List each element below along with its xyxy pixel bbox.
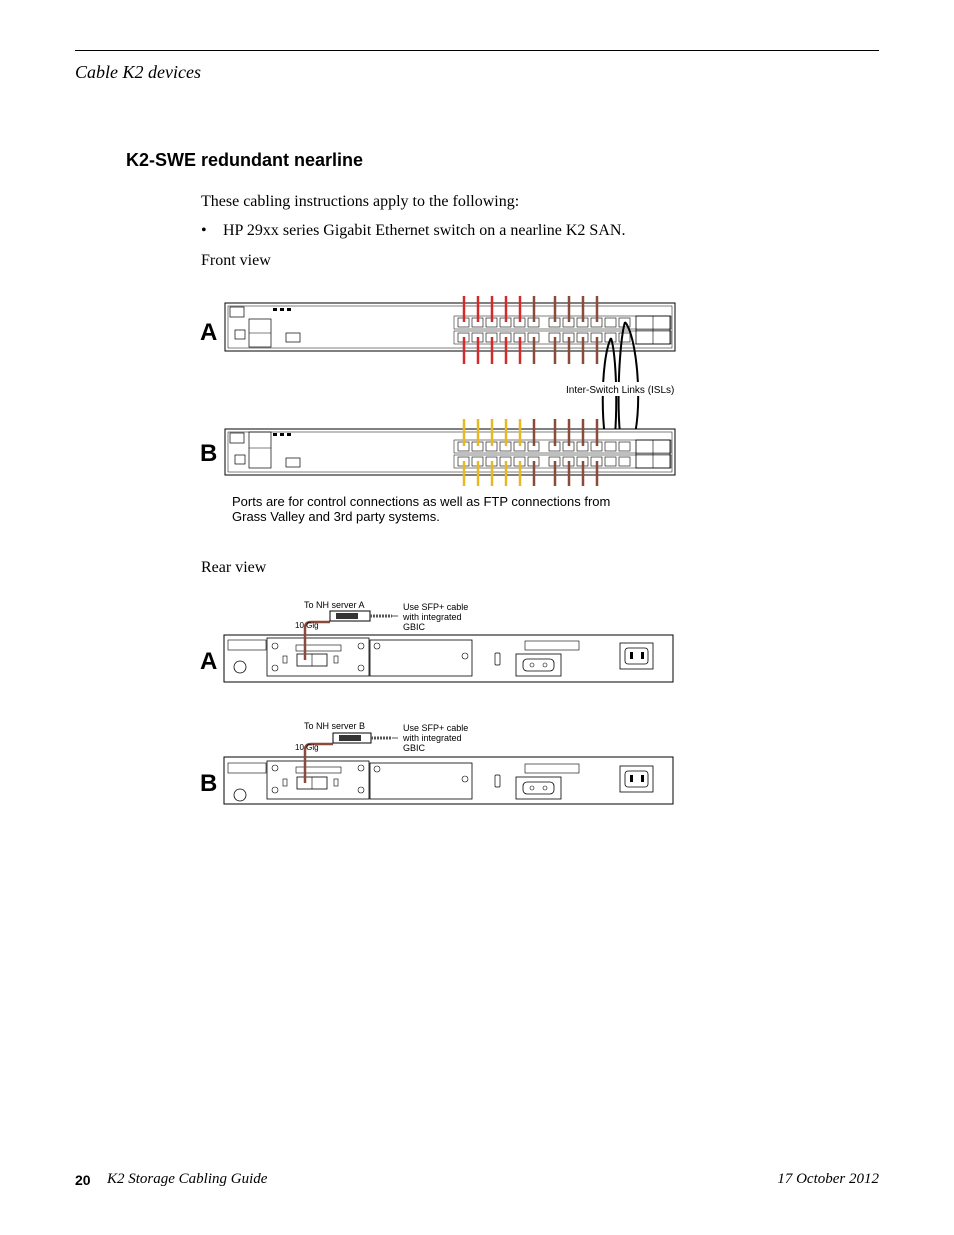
- footer-doc-title: K2 Storage Cabling Guide: [107, 1171, 268, 1187]
- rear-unit-b-port-label: 10 Gig: [295, 743, 319, 752]
- front-view-caption: Front view: [201, 252, 271, 269]
- rear-view-caption: Rear view: [201, 559, 267, 576]
- running-head: Cable K2 devices: [75, 62, 201, 82]
- ports-note-line2: Grass Valley and 3rd party systems.: [232, 509, 440, 524]
- bullet-item: • HP 29xx series Gigabit Ethernet switch on a nearline K2 SAN.: [201, 222, 626, 239]
- switch-b-front: [225, 429, 675, 475]
- switch-b-label: B: [200, 440, 218, 467]
- section-title: K2-SWE redundant nearline: [126, 150, 364, 170]
- rear-unit-b-server-label: To NH server B: [304, 721, 366, 731]
- rear-unit-a-port-label: 10 Gig: [295, 621, 319, 630]
- intro-text: These cabling instructions apply to the following:: [201, 193, 520, 210]
- rear-unit-a-note-2: with integrated: [403, 612, 462, 622]
- ports-note-line1: Ports are for control connections as well as FTP connections from: [232, 494, 611, 509]
- rear-unit-b-note-2: with integrated: [403, 733, 462, 743]
- footer-page-number: 20: [75, 1172, 91, 1188]
- isl-label: Inter-Switch Links (ISLs): [566, 385, 675, 396]
- switch-a-label: A: [200, 319, 218, 346]
- rear-unit-b-label: B: [200, 770, 218, 797]
- rear-unit-a-server-label: To NH server A: [304, 600, 365, 610]
- rear-unit-b-note-3: GBIC: [403, 743, 426, 753]
- rear-unit-b-note-1: Use SFP+ cable: [403, 723, 469, 733]
- rear-unit-a-note-1: Use SFP+ cable: [403, 602, 469, 612]
- bullet-text: HP 29xx series Gigabit Ethernet switch on a nearline K2 SAN.: [223, 222, 626, 239]
- rear-unit-b: [224, 757, 673, 804]
- rear-unit-a-label: A: [200, 648, 218, 675]
- rear-unit-a: [224, 635, 673, 682]
- rear-unit-a-note-3: GBIC: [403, 622, 426, 632]
- footer-date: 17 October 2012: [777, 1171, 879, 1187]
